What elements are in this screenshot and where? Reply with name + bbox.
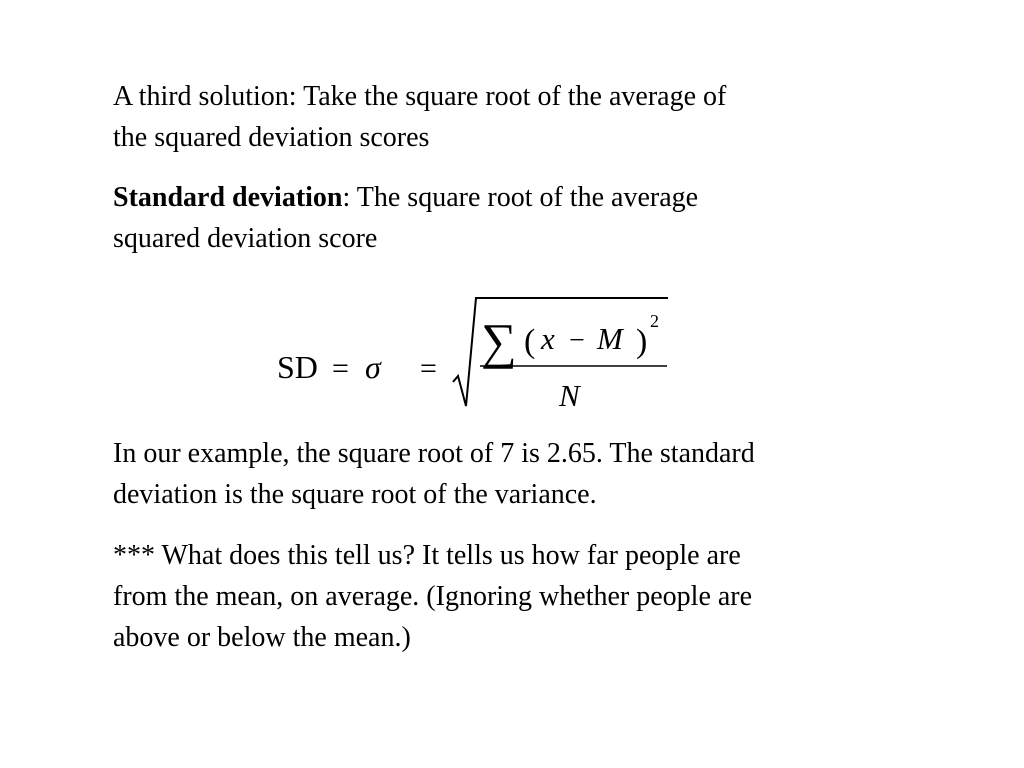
intro-line-1: A third solution: Take the square root of the average of xyxy=(113,81,727,112)
definition-text: : The square root of the average xyxy=(342,182,699,213)
close-paren: ) xyxy=(636,323,648,360)
formula-exponent: 2 xyxy=(650,311,659,331)
formula-sigma: σ xyxy=(365,349,381,385)
square-root-sign xyxy=(453,298,668,406)
formula-equals-1: = xyxy=(332,352,349,385)
question-line-2: from the mean, on average. (Ignoring whether people are xyxy=(113,581,753,612)
formula-lhs: SD xyxy=(277,349,318,385)
intro-line-2: the squared deviation scores xyxy=(113,122,430,153)
question-line-1: *** What does this tell us? It tells us how far people are xyxy=(113,540,741,571)
definition-term: Standard deviation xyxy=(113,182,343,213)
formula-denominator: N xyxy=(559,378,580,413)
formula-M: M xyxy=(597,321,623,356)
sum-symbol: ∑ xyxy=(481,313,517,369)
example-paragraph xyxy=(113,433,913,515)
definition-line-1 xyxy=(113,177,893,218)
question-paragraph xyxy=(113,535,913,658)
formula-x: x xyxy=(541,321,555,356)
formula-equals-2: = xyxy=(420,352,437,385)
formula-minus: − xyxy=(569,325,585,356)
definition-line-2: squared deviation score xyxy=(113,223,378,254)
question-line-3: above or below the mean.) xyxy=(113,622,411,653)
example-line-1: In our example, the square root of 7 is 2.65. The standard xyxy=(113,438,755,469)
open-paren: ( xyxy=(524,323,536,360)
intro-paragraph xyxy=(113,76,893,158)
example-line-2: deviation is the square root of the variance. xyxy=(113,479,597,510)
definition-paragraph xyxy=(113,177,893,259)
